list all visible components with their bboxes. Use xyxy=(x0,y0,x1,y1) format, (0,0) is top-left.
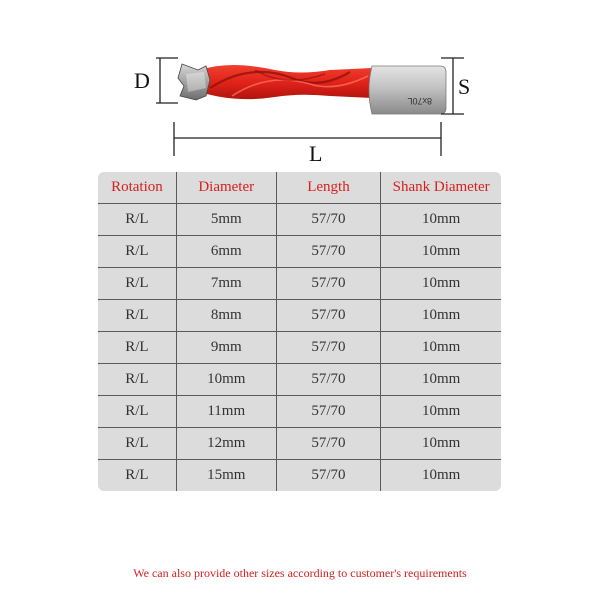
cell-diameter: 10mm xyxy=(177,364,277,396)
header-diameter: Diameter xyxy=(177,172,277,204)
header-length: Length xyxy=(277,172,382,204)
cell-rotation: R/L xyxy=(98,236,177,268)
table-row xyxy=(98,268,501,300)
cell-diameter: 12mm xyxy=(177,428,277,460)
cell-shank-diameter: 10mm xyxy=(381,428,501,460)
table-row xyxy=(98,364,501,396)
table-row xyxy=(98,396,501,428)
dimension-label-shank: S xyxy=(458,74,471,99)
table-row xyxy=(98,236,501,268)
cell-shank-diameter: 10mm xyxy=(381,364,501,396)
cell-shank-diameter: 10mm xyxy=(381,268,501,300)
cell-rotation: R/L xyxy=(98,364,177,396)
cell-diameter: 11mm xyxy=(177,396,277,428)
table-row xyxy=(98,332,501,364)
cell-shank-diameter: 10mm xyxy=(381,236,501,268)
drill-bit-diagram xyxy=(0,0,600,170)
cell-length: 57/70 xyxy=(277,204,382,236)
table-row xyxy=(98,428,501,460)
cell-length: 57/70 xyxy=(277,396,382,428)
table-row xyxy=(98,460,501,491)
cell-diameter: 9mm xyxy=(177,332,277,364)
table-row xyxy=(98,204,501,236)
cell-diameter: 15mm xyxy=(177,460,277,491)
cell-length: 57/70 xyxy=(277,236,382,268)
cell-shank-diameter: 10mm xyxy=(381,396,501,428)
cell-diameter: 7mm xyxy=(177,268,277,300)
dimension-label-diameter: D xyxy=(134,68,150,93)
cell-length: 57/70 xyxy=(277,428,382,460)
cell-shank-diameter: 10mm xyxy=(381,332,501,364)
shank-marking: 8x70L xyxy=(407,96,432,106)
cell-rotation: R/L xyxy=(98,460,177,491)
custom-sizes-note: We can also provide other sizes according to customer's requirements xyxy=(133,566,467,580)
cell-length: 57/70 xyxy=(277,332,382,364)
cell-shank-diameter: 10mm xyxy=(381,300,501,332)
cell-rotation: R/L xyxy=(98,396,177,428)
drill-bit-illustration xyxy=(0,0,600,170)
cell-rotation: R/L xyxy=(98,268,177,300)
cell-shank-diameter: 10mm xyxy=(381,204,501,236)
header-rotation: Rotation xyxy=(98,172,177,204)
table-header-row xyxy=(98,172,501,204)
cell-shank-diameter: 10mm xyxy=(421,467,461,483)
dimension-label-length: L xyxy=(309,141,323,166)
cell-length: 57/70 xyxy=(277,364,382,396)
cell-rotation: R/L xyxy=(98,428,177,460)
cell-rotation: R/L xyxy=(98,204,177,236)
cell-length: 57/70 xyxy=(277,300,382,332)
cell-length: 57/70 xyxy=(277,268,382,300)
spec-table xyxy=(98,172,501,491)
cell-rotation: R/L xyxy=(98,332,177,364)
cell-rotation: R/L xyxy=(98,300,177,332)
cell-diameter: 6mm xyxy=(177,236,277,268)
table-row xyxy=(98,300,501,332)
cell-diameter: 5mm xyxy=(177,204,277,236)
cell-length: 57/70 xyxy=(277,460,382,491)
header-shank-diameter: Shank Diameter xyxy=(381,172,501,204)
cell-diameter: 8mm xyxy=(177,300,277,332)
